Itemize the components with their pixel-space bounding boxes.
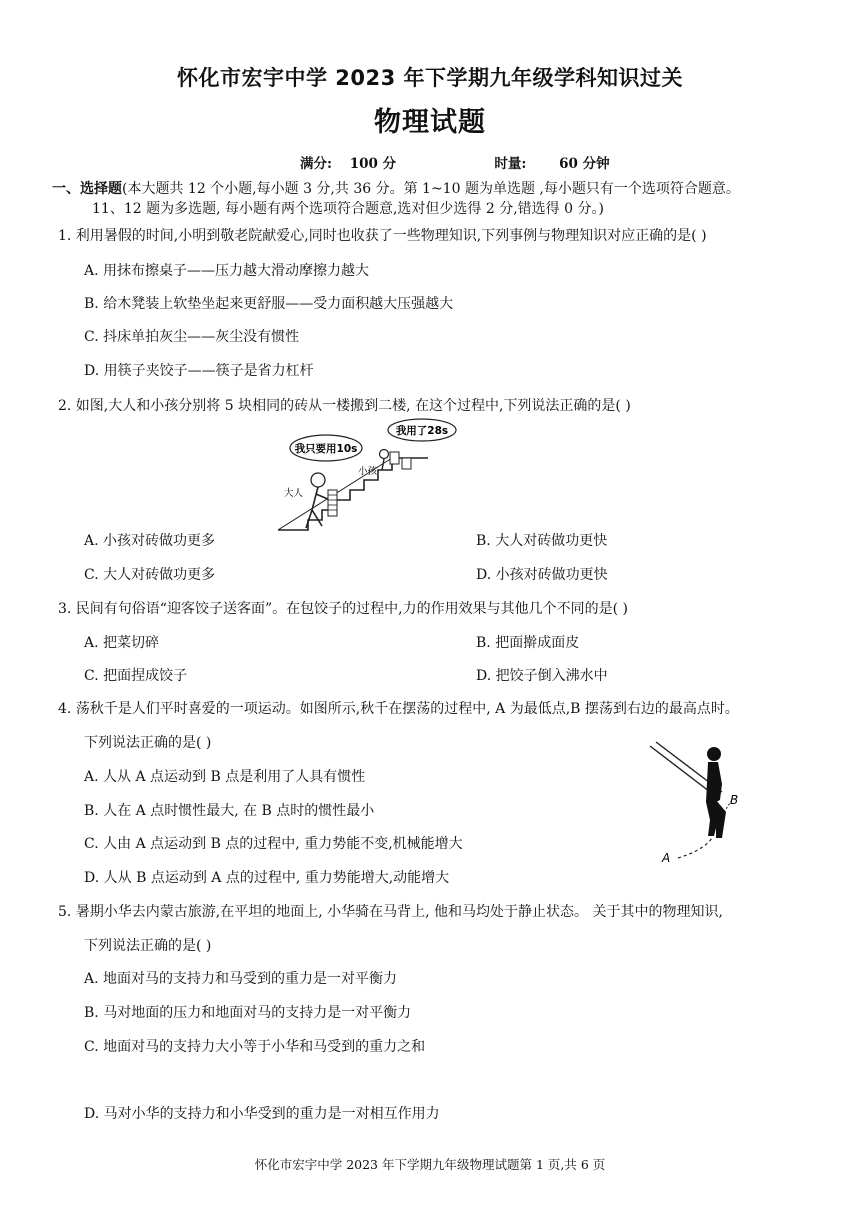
question-3-option-b: B. 把面擀成面皮 <box>476 635 580 651</box>
question-2-stem: 2. 如图,大人和小孩分别将 5 块相同的砖从一楼搬到二楼, 在这个过程中,下列说法正确的是( ) <box>58 398 631 414</box>
point-a-label: A <box>662 851 671 865</box>
question-4-stem: 4. 荡秋千是人们平时喜爱的一项运动。如图所示,秋千在摆荡的过程中, A 为最低点,B 摆荡到右边的最高点时。 <box>58 701 739 717</box>
question-4-option-d: D. 人从 B 点运动到 A 点的过程中, 重力势能增大,动能增大 <box>84 870 450 886</box>
swing-figure <box>648 740 758 868</box>
point-b-label: B <box>730 793 739 807</box>
question-3-option-d: D. 把饺子倒入沸水中 <box>476 668 608 684</box>
question-5-stem-2: 下列说法正确的是( ) <box>84 938 212 954</box>
score-value: 100 分 <box>349 156 397 172</box>
question-3-stem: 3. 民间有句俗语“迎客饺子送客面”。在包饺子的过程中,力的作用效果与其他几个不同的是( ) <box>58 601 628 617</box>
question-4-option-a: A. 人从 A 点运动到 B 点是利用了人具有惯性 <box>84 769 366 785</box>
adult-bricks <box>328 490 337 516</box>
section-instructions-1: (本大题共 12 个小题,每小题 3 分,共 36 分。第 1~10 题为单选题 ,每小题只有一个选项符合题意。 <box>122 181 740 197</box>
exam-meta <box>300 152 610 172</box>
page-footer: 怀化市宏宇中学 2023 年下学期九年级物理试题第 1 页,共 6 页 <box>254 1157 606 1172</box>
child-head <box>380 450 389 459</box>
section-instructions <box>52 178 740 198</box>
person-head <box>707 747 721 761</box>
question-2-option-b: B. 大人对砖做功更快 <box>476 533 608 549</box>
swing-trajectory <box>678 838 712 858</box>
question-5-option-a: A. 地面对马的支持力和马受到的重力是一对平衡力 <box>84 971 398 987</box>
question-1-option-b: B. 给木凳装上软垫坐起来更舒服——受力面积越大压强越大 <box>84 296 454 312</box>
question-4-option-c: C. 人由 A 点运动到 B 点的过程中, 重力势能不变,机械能增大 <box>84 836 463 852</box>
adult-bubble-text: 我只要用10s <box>294 443 358 455</box>
question-1-option-c: C. 抖床单拍灰尘——灰尘没有惯性 <box>84 329 300 345</box>
question-5-option-d: D. 马对小华的支持力和小华受到的重力是一对相互作用力 <box>84 1106 440 1122</box>
score-label: 满分: <box>300 156 332 172</box>
time-label: 时量: <box>494 156 527 172</box>
child-label: 小孩 <box>358 466 378 477</box>
exam-title-subject: 物理试题 <box>374 107 486 138</box>
adult-label: 大人 <box>284 488 304 499</box>
section-heading: 一、选择题 <box>52 181 122 197</box>
question-4-stem-2: 下列说法正确的是( ) <box>84 735 212 751</box>
question-4-option-b: B. 人在 A 点时惯性最大, 在 B 点时的惯性最小 <box>84 803 375 819</box>
child-bricks <box>390 452 399 464</box>
question-2-option-a: A. 小孩对砖做功更多 <box>84 533 216 549</box>
question-2-option-c: C. 大人对砖做功更多 <box>84 567 216 583</box>
time-value: 60 分钟 <box>559 156 610 172</box>
stairs-figure <box>278 418 463 538</box>
question-3-option-c: C. 把面捏成饺子 <box>84 668 188 684</box>
question-1-option-d: D. 用筷子夹饺子——筷子是省力杠杆 <box>84 363 314 379</box>
question-5-option-b: B. 马对地面的压力和地面对马的支持力是一对平衡力 <box>84 1005 412 1021</box>
question-3-option-a: A. 把菜切碎 <box>84 635 160 651</box>
exam-title-line1: 怀化市宏宇中学 2023 年下学期九年级学科知识过关 <box>176 66 684 90</box>
section-instructions-2: 11、12 题为多选题, 每小题有两个选项符合题意,选对但少选得 2 分,错选得 0 分。) <box>92 201 604 217</box>
child-bubble-text: 我用了28s <box>395 425 449 437</box>
question-1-option-a: A. 用抹布擦桌子——压力越大滑动摩擦力越大 <box>84 263 370 279</box>
question-2-option-d: D. 小孩对砖做功更快 <box>476 567 608 583</box>
question-5-stem: 5. 暑期小华去内蒙古旅游,在平坦的地面上, 小华骑在马背上, 他和马均处于静止状态。 关于其中的物理知识, <box>58 904 723 920</box>
adult-head <box>311 473 325 487</box>
question-5-option-c: C. 地面对马的支持力大小等于小华和马受到的重力之和 <box>84 1039 426 1055</box>
question-1-stem: 1. 利用暑假的时间,小明到敬老院献爱心,同时也收获了一些物理知识,下列事例与物理知识对应正确的是( ) <box>58 228 707 244</box>
